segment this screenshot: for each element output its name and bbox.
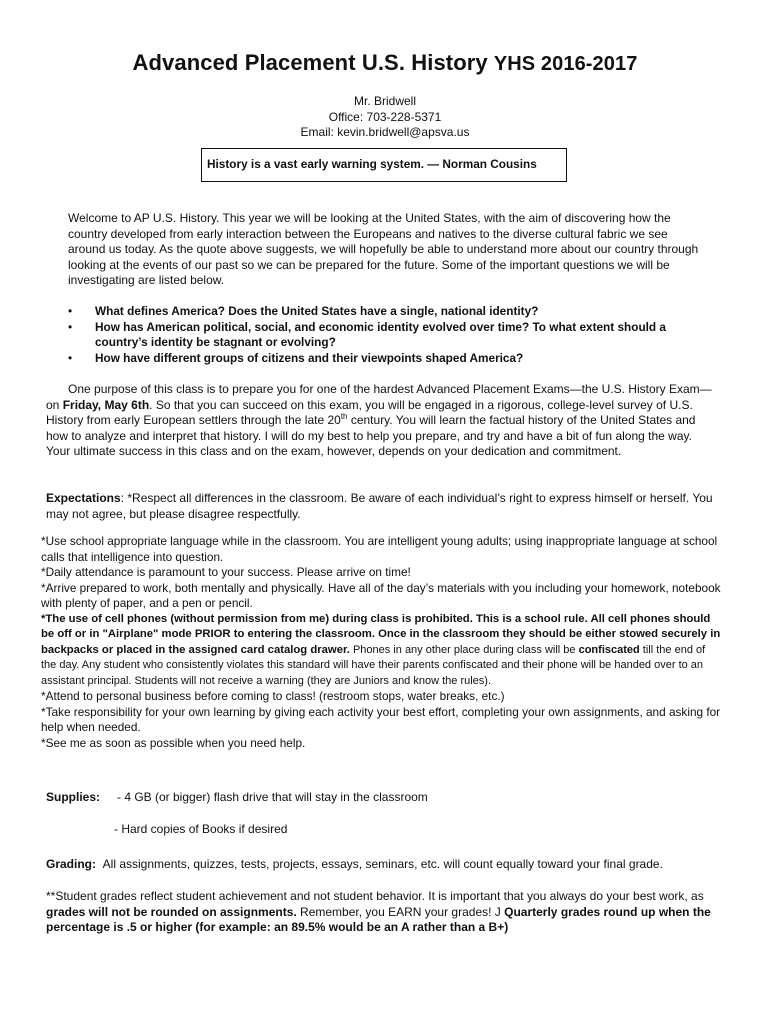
list-item: *Use school appropriate language while in the classroom. You are intelligent young adults; using inappropriate language at school calls that intelligence into question. (41, 534, 718, 564)
rules-list (41, 534, 721, 751)
list-item: *Take responsibility for your own learning by giving each activity your best effort, completing your own assignments, and asking for help when needed. (41, 704, 721, 734)
supplies-item: - Hard copies of Books if desired (114, 822, 288, 836)
grading-note: **Student grades reflect student achievement and not student behavior. It is important that you always do your best work, as grades will not be rounded on assignments. Remember, you EARN your grades! J Quarterly grades round up when the percentage is .5 or higher (for example: an 89.5% would be an A rather than a B+) (46, 889, 711, 935)
teacher-name: Mr. Bridwell (353, 94, 416, 108)
list-item: *Arrive prepared to work, both mentally and physically. Have all of the day’s materials with you including your homework, notebook with plenty of paper, and a pen or pencil. (41, 580, 721, 610)
questions-list (68, 304, 718, 366)
list-item: *The use of cell phones (without permission from me) during class is prohibited. This is a school rule. All cell phones should be off or in "Airplane" mode PRIOR to entering the classroom. Once in the classroom they should be either stowed securely in backpacks or placed in the assigned card catalog drawer. Phones in any other place during class will be confiscated till the end of the day. Any student who consistently violates this standard will have their parents confiscated and their phone will be handed over to an assistant principal. Students will not receive a warning (they are Juniors and know the rules). (41, 612, 721, 687)
contact-block (0, 94, 770, 141)
list-item: *See me as soon as possible when you need help. (41, 735, 306, 750)
list-item: • How has American political, social, and economic identity evolved over time? To what extent should a country’s identity be stagnant or evolving? (68, 319, 666, 350)
page-title (0, 50, 770, 76)
grading-label: Grading: (46, 857, 96, 871)
list-item: *Daily attendance is paramount to your success. Please arrive on time! (41, 565, 411, 579)
bullet-icon: • (68, 319, 73, 334)
office-phone: Office: 703-228-5371 (328, 109, 442, 124)
grading-paragraph: Grading: All assignments, quizzes, tests, projects, essays, seminars, etc. will count equally toward your final grade. (46, 857, 663, 871)
quote-box: History is a vast early warning system. — Norman Cousins (201, 148, 567, 182)
title-year: YHS 2016-2017 (493, 53, 638, 75)
purpose-paragraph: One purpose of this class is to prepare you for one of the hardest Advanced Placement Exams—the U.S. History Exam—on Friday, May 6th. So that you can succeed on this exam, you will be engaged in a rigorous, college-level survey of U.S. History from early European settlers through the late 20th century. You will learn the factual history of the United States and how to analyze and interpret that history. I will do my best to help you prepare, and try and have a bit of fun along the way. Your ultimate success in this class and on the exam, however, depends on your dedication and commitment. (46, 382, 712, 459)
list-item: *Attend to personal business before coming to class! (restroom stops, water breaks, etc.) (41, 689, 505, 703)
bullet-icon: • (68, 304, 73, 318)
title-main: Advanced Placement U.S. History (132, 50, 488, 75)
exam-date: Friday, May 6th (62, 397, 150, 412)
intro-paragraph: Welcome to AP U.S. History. This year we will be looking at the United States, with the aim of discovering how the country developed from early interaction between the Europeans and natives to the diverse cultural fabric we see around us today. As the quote above suggests, we will hopefully be able to understand more about our country through looking at the events of our past so we can be prepared for the future. Some of the important questions we will be investigating are listed below. (68, 211, 699, 288)
supplies-label: Supplies: (46, 790, 101, 804)
expectations-label: Expectations (46, 491, 121, 505)
email-address: Email: kevin.bridwell@apsva.us (300, 125, 470, 139)
supplies-item: - 4 GB (or bigger) flash drive that will stay in the classroom (117, 790, 428, 804)
bullet-icon: • (68, 350, 73, 365)
expectations-paragraph: Expectations: *Respect all differences in the classroom. Be aware of each individual’s right to express himself or herself. You may not agree, but please disagree respectfully. (46, 491, 713, 521)
list-item: • How have different groups of citizens and their viewpoints shaped America? (68, 350, 524, 365)
list-item: • What defines America? Does the United States have a single, national identity? (68, 304, 539, 318)
